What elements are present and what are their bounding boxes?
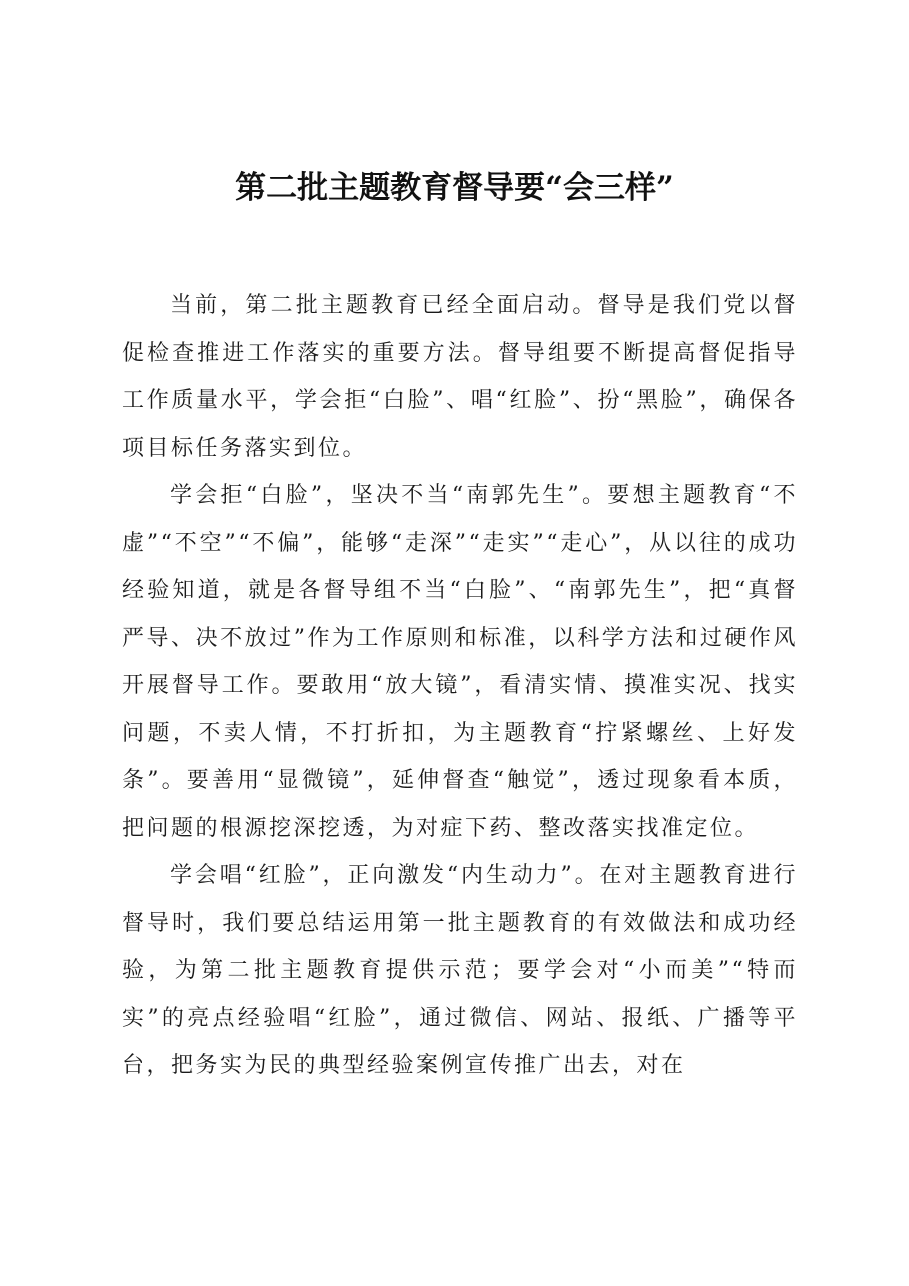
paragraph-white-face: 学会拒“白脸”，坚决不当“南郭先生”。要想主题教育“不虚”“不空”“不偏”，能够“走深”“走实”“走心”，从以往的成功经验知道，就是各督导组不当“白脸”、“南郭先生”，把“真督严导、决不放过”作为工作原则和标准，以科学方法和过硬作风开展督导工作。要敢用“放大镜”，看清实情、摸准实况、找实问题，不卖人情，不打折扣，为主题教育“拧紧螺丝、上好发条”。要善用“显微镜”，延伸督查“触觉”，透过现象看本质，把问题的根源挖深挖透，为对症下药、整改落实找准定位。 <box>122 483 798 841</box>
paragraph-intro: 当前，第二批主题教育已经全面启动。督导是我们党以督促检查推进工作落实的重要方法。督导组要不断提高督促指导工作质量水平，学会拒“白脸”、唱“红脸”、扮“黑脸”，确保各项目标任务落实到位。 <box>122 293 798 461</box>
document-body <box>122 282 798 1090</box>
document-title: 第二批主题教育督导要“会三样” <box>235 170 674 206</box>
paragraph-red-face: 学会唱“红脸”，正向激发“内生动力”。在对主题教育进行督导时，我们要总结运用第一批主题教育的有效做法和成功经验，为第二批主题教育提供示范；要学会对“小而美”“特而实”的亮点经验唱“红脸”，通过微信、网站、报纸、广播等平台，把务实为民的典型经验案例宣传推广出去，对在 <box>122 863 798 1078</box>
